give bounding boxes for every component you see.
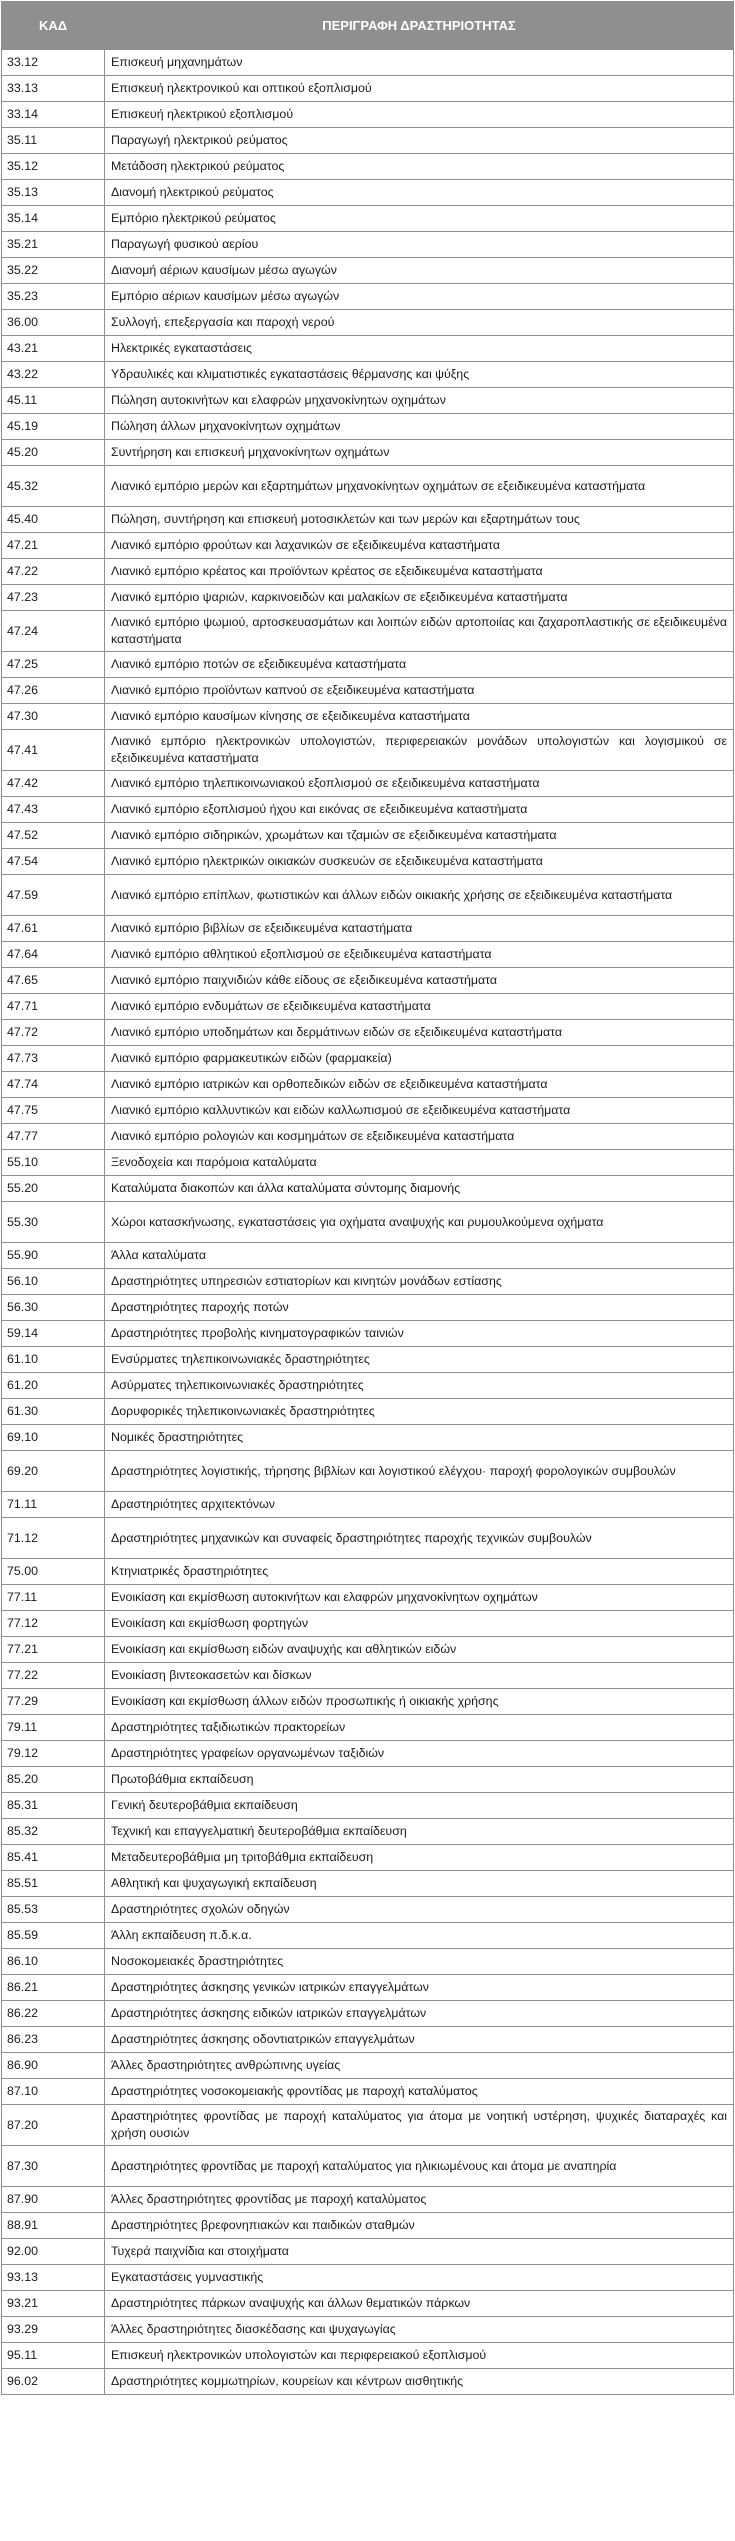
activity-description-cell: Λιανικό εμπόριο αθλητικού εξοπλισμού σε εξειδικευμένα καταστήματα <box>105 942 734 968</box>
table-row <box>2 1689 734 1715</box>
table-row <box>2 1150 734 1176</box>
activity-code-cell: 59.14 <box>2 1321 105 1347</box>
table-row <box>2 559 734 585</box>
activity-description-cell: Παραγωγή φυσικού αερίου <box>105 232 734 258</box>
table-row <box>2 823 734 849</box>
table-row <box>2 2239 734 2265</box>
table-row <box>2 652 734 678</box>
activity-code-cell: 47.54 <box>2 849 105 875</box>
table-row <box>2 2053 734 2079</box>
activity-code-cell: 47.71 <box>2 994 105 1020</box>
activity-code-cell: 85.20 <box>2 1767 105 1793</box>
table-row <box>2 1741 734 1767</box>
activity-code-cell: 87.10 <box>2 2079 105 2105</box>
activity-code-cell: 77.11 <box>2 1585 105 1611</box>
table-header-row <box>2 2 734 50</box>
table-row <box>2 875 734 916</box>
activity-code-cell: 47.43 <box>2 797 105 823</box>
activity-code-cell: 69.20 <box>2 1451 105 1492</box>
table-row <box>2 336 734 362</box>
table-row <box>2 849 734 875</box>
activity-description-cell: Δραστηριότητες κομμωτηρίων, κουρείων και κέντρων αισθητικής <box>105 2369 734 2395</box>
activity-description-cell: Δραστηριότητες μηχανικών και συναφείς δραστηριότητες παροχής τεχνικών συμβουλών <box>105 1518 734 1559</box>
activity-description-cell: Λιανικό εμπόριο φρούτων και λαχανικών σε εξειδικευμένα καταστήματα <box>105 533 734 559</box>
activity-code-cell: 47.61 <box>2 916 105 942</box>
activity-code-cell: 47.73 <box>2 1046 105 1072</box>
activity-code-cell: 92.00 <box>2 2239 105 2265</box>
activity-description-cell: Λιανικό εμπόριο εξοπλισμού ήχου και εικόνας σε εξειδικευμένα καταστήματα <box>105 797 734 823</box>
activity-description-cell: Κτηνιατρικές δραστηριότητες <box>105 1559 734 1585</box>
table-row <box>2 1321 734 1347</box>
activity-code-cell: 47.72 <box>2 1020 105 1046</box>
activity-description-cell: Λιανικό εμπόριο ηλεκτρονικών υπολογιστών, περιφερειακών μονάδων υπολογιστών και λογισμικού σε εξειδικευμένα καταστήματα <box>105 730 734 771</box>
table-row <box>2 466 734 507</box>
activity-code-cell: 35.11 <box>2 128 105 154</box>
activity-code-cell: 35.13 <box>2 180 105 206</box>
table-row <box>2 1176 734 1202</box>
activity-code-cell: 85.41 <box>2 1845 105 1871</box>
activity-description-cell: Επισκευή μηχανημάτων <box>105 50 734 76</box>
activity-description-cell: Λιανικό εμπόριο κρέατος και προϊόντων κρέατος σε εξειδικευμένα καταστήματα <box>105 559 734 585</box>
activity-description-cell: Λιανικό εμπόριο φαρμακευτικών ειδών (φαρμακεία) <box>105 1046 734 1072</box>
activity-code-cell: 77.21 <box>2 1637 105 1663</box>
activity-code-cell: 69.10 <box>2 1425 105 1451</box>
table-row <box>2 258 734 284</box>
table-row <box>2 1637 734 1663</box>
table-row <box>2 2146 734 2187</box>
activity-description-cell: Καταλύματα διακοπών και άλλα καταλύματα σύντομης διαμονής <box>105 1176 734 1202</box>
header-description: ΠΕΡΙΓΡΑΦΗ ΔΡΑΣΤΗΡΙΟΤΗΤΑΣ <box>105 2 734 50</box>
table-row <box>2 1793 734 1819</box>
table-row <box>2 50 734 76</box>
table-row <box>2 2079 734 2105</box>
table-row <box>2 102 734 128</box>
activity-code-cell: 35.14 <box>2 206 105 232</box>
table-row <box>2 362 734 388</box>
activity-codes-table <box>1 1 734 2395</box>
activity-description-cell: Πρωτοβάθμια εκπαίδευση <box>105 1767 734 1793</box>
activity-description-cell: Άλλες δραστηριότητες διασκέδασης και ψυχαγωγίας <box>105 2317 734 2343</box>
activity-code-cell: 55.30 <box>2 1202 105 1243</box>
activity-code-cell: 55.20 <box>2 1176 105 1202</box>
activity-code-cell: 87.30 <box>2 2146 105 2187</box>
activity-code-cell: 47.77 <box>2 1124 105 1150</box>
table-row <box>2 1923 734 1949</box>
activity-description-cell: Εμπόριο αέριων καυσίμων μέσω αγωγών <box>105 284 734 310</box>
table-row <box>2 942 734 968</box>
table-row <box>2 2317 734 2343</box>
table-row <box>2 76 734 102</box>
activity-code-cell: 47.25 <box>2 652 105 678</box>
activity-code-cell: 47.23 <box>2 585 105 611</box>
activity-code-cell: 47.22 <box>2 559 105 585</box>
activity-code-cell: 45.32 <box>2 466 105 507</box>
activity-description-cell: Επισκευή ηλεκτρονικού και οπτικού εξοπλισμού <box>105 76 734 102</box>
activity-description-cell: Λιανικό εμπόριο προϊόντων καπνού σε εξειδικευμένα καταστήματα <box>105 678 734 704</box>
activity-code-cell: 86.21 <box>2 1975 105 2001</box>
table-row <box>2 994 734 1020</box>
activity-code-cell: 47.64 <box>2 942 105 968</box>
activity-description-cell: Πώληση, συντήρηση και επισκευή μοτοσικλετών και των μερών και εξαρτημάτων τους <box>105 507 734 533</box>
activity-description-cell: Δορυφορικές τηλεπικοινωνιακές δραστηριότητες <box>105 1399 734 1425</box>
activity-description-cell: Ενοικίαση και εκμίσθωση φορτηγών <box>105 1611 734 1637</box>
activity-code-cell: 56.10 <box>2 1269 105 1295</box>
activity-code-cell: 93.21 <box>2 2291 105 2317</box>
activity-code-cell: 47.65 <box>2 968 105 994</box>
activity-description-cell: Ξενοδοχεία και παρόμοια καταλύματα <box>105 1150 734 1176</box>
table-row <box>2 1347 734 1373</box>
table-row <box>2 1492 734 1518</box>
activity-description-cell: Διανομή ηλεκτρικού ρεύματος <box>105 180 734 206</box>
activity-code-cell: 86.22 <box>2 2001 105 2027</box>
table-row <box>2 284 734 310</box>
table-row <box>2 440 734 466</box>
activity-description-cell: Ασύρματες τηλεπικοινωνιακές δραστηριότητες <box>105 1373 734 1399</box>
activity-description-cell: Παραγωγή ηλεκτρικού ρεύματος <box>105 128 734 154</box>
table-row <box>2 1715 734 1741</box>
activity-code-cell: 45.11 <box>2 388 105 414</box>
activity-code-cell: 47.59 <box>2 875 105 916</box>
activity-code-cell: 77.12 <box>2 1611 105 1637</box>
activity-code-cell: 47.30 <box>2 704 105 730</box>
table-row <box>2 2265 734 2291</box>
activity-description-cell: Λιανικό εμπόριο ενδυμάτων σε εξειδικευμένα καταστήματα <box>105 994 734 1020</box>
activity-code-cell: 85.51 <box>2 1871 105 1897</box>
table-row <box>2 1518 734 1559</box>
table-row <box>2 611 734 652</box>
activity-description-cell: Άλλα καταλύματα <box>105 1243 734 1269</box>
table-row <box>2 1020 734 1046</box>
activity-description-cell: Δραστηριότητες βρεφονηπιακών και παιδικών σταθμών <box>105 2213 734 2239</box>
table-row <box>2 2291 734 2317</box>
table-row <box>2 1202 734 1243</box>
table-body <box>2 50 734 2395</box>
activity-code-cell: 88.91 <box>2 2213 105 2239</box>
table-row <box>2 1072 734 1098</box>
activity-description-cell: Επισκευή ηλεκτρονικών υπολογιστών και περιφερειακού εξοπλισμού <box>105 2343 734 2369</box>
activity-code-cell: 47.24 <box>2 611 105 652</box>
table-row <box>2 1399 734 1425</box>
activity-description-cell: Τυχερά παιχνίδια και στοιχήματα <box>105 2239 734 2265</box>
activity-description-cell: Άλλη εκπαίδευση π.δ.κ.α. <box>105 1923 734 1949</box>
activity-code-cell: 93.13 <box>2 2265 105 2291</box>
table-row <box>2 1425 734 1451</box>
activity-code-cell: 43.21 <box>2 336 105 362</box>
activity-code-cell: 47.52 <box>2 823 105 849</box>
table-row <box>2 180 734 206</box>
activity-description-cell: Γενική δευτεροβάθμια εκπαίδευση <box>105 1793 734 1819</box>
activity-description-cell: Δραστηριότητες πάρκων αναψυχής και άλλων θεματικών πάρκων <box>105 2291 734 2317</box>
activity-code-cell: 87.20 <box>2 2105 105 2146</box>
activity-description-cell: Λιανικό εμπόριο ψαριών, καρκινοειδών και μαλακίων σε εξειδικευμένα καταστήματα <box>105 585 734 611</box>
activity-code-cell: 93.29 <box>2 2317 105 2343</box>
activity-description-cell: Πώληση άλλων μηχανοκίνητων οχημάτων <box>105 414 734 440</box>
table-row <box>2 388 734 414</box>
activity-code-cell: 86.23 <box>2 2027 105 2053</box>
activity-code-cell: 33.12 <box>2 50 105 76</box>
table-row <box>2 916 734 942</box>
activity-code-cell: 71.11 <box>2 1492 105 1518</box>
table-row <box>2 2105 734 2146</box>
activity-description-cell: Μετάδοση ηλεκτρικού ρεύματος <box>105 154 734 180</box>
activity-description-cell: Δραστηριότητες γραφείων οργανωμένων ταξιδιών <box>105 1741 734 1767</box>
table-row <box>2 414 734 440</box>
activity-code-cell: 85.59 <box>2 1923 105 1949</box>
table-row <box>2 704 734 730</box>
table-row <box>2 771 734 797</box>
activity-description-cell: Λιανικό εμπόριο ηλεκτρικών οικιακών συσκευών σε εξειδικευμένα καταστήματα <box>105 849 734 875</box>
table-row <box>2 1295 734 1321</box>
activity-description-cell: Λιανικό εμπόριο παιχνιδιών κάθε είδους σε εξειδικευμένα καταστήματα <box>105 968 734 994</box>
activity-code-cell: 79.12 <box>2 1741 105 1767</box>
activity-code-cell: 35.23 <box>2 284 105 310</box>
activity-code-cell: 96.02 <box>2 2369 105 2395</box>
activity-description-cell: Δραστηριότητες παροχής ποτών <box>105 1295 734 1321</box>
activity-description-cell: Δραστηριότητες υπηρεσιών εστιατορίων και κινητών μονάδων εστίασης <box>105 1269 734 1295</box>
activity-description-cell: Δραστηριότητες άσκησης γενικών ιατρικών επαγγελμάτων <box>105 1975 734 2001</box>
table-row <box>2 1767 734 1793</box>
activity-description-cell: Λιανικό εμπόριο ποτών σε εξειδικευμένα καταστήματα <box>105 652 734 678</box>
table-row <box>2 533 734 559</box>
activity-description-cell: Ενοικίαση και εκμίσθωση ειδών αναψυχής και αθλητικών ειδών <box>105 1637 734 1663</box>
table-row <box>2 2001 734 2027</box>
activity-code-cell: 47.41 <box>2 730 105 771</box>
activity-description-cell: Δραστηριότητες άσκησης ειδικών ιατρικών επαγγελμάτων <box>105 2001 734 2027</box>
table-row <box>2 1098 734 1124</box>
table-row <box>2 1046 734 1072</box>
table-row <box>2 1243 734 1269</box>
activity-description-cell: Χώροι κατασκήνωσης, εγκαταστάσεις για οχήματα αναψυχής και ρυμουλκούμενα οχήματα <box>105 1202 734 1243</box>
activity-description-cell: Λιανικό εμπόριο καυσίμων κίνησης σε εξειδικευμένα καταστήματα <box>105 704 734 730</box>
activity-code-cell: 43.22 <box>2 362 105 388</box>
table-row <box>2 2369 734 2395</box>
table-row <box>2 1373 734 1399</box>
activity-code-cell: 85.53 <box>2 1897 105 1923</box>
table-row <box>2 585 734 611</box>
activity-description-cell: Δραστηριότητες σχολών οδηγών <box>105 1897 734 1923</box>
activity-description-cell: Ενσύρματες τηλεπικοινωνιακές δραστηριότητες <box>105 1347 734 1373</box>
table-row <box>2 128 734 154</box>
activity-description-cell: Δραστηριότητες ταξιδιωτικών πρακτορείων <box>105 1715 734 1741</box>
activity-code-cell: 47.21 <box>2 533 105 559</box>
table-row <box>2 1975 734 2001</box>
activity-description-cell: Νοσοκομειακές δραστηριότητες <box>105 1949 734 1975</box>
activity-code-cell: 35.12 <box>2 154 105 180</box>
activity-description-cell: Εγκαταστάσεις γυμναστικής <box>105 2265 734 2291</box>
activity-description-cell: Λιανικό εμπόριο ψωμιού, αρτοσκευασμάτων και λοιπών ειδών αρτοποιίας και ζαχαροπλαστικής σε εξειδικευμένα καταστήματα <box>105 611 734 652</box>
activity-description-cell: Ενοικίαση και εκμίσθωση αυτοκινήτων και ελαφρών μηχανοκίνητων οχημάτων <box>105 1585 734 1611</box>
activity-description-cell: Δραστηριότητες λογιστικής, τήρησης βιβλίων και λογιστικού ελέγχου· παροχή φορολογικών συμβουλών <box>105 1451 734 1492</box>
activity-code-cell: 77.22 <box>2 1663 105 1689</box>
activity-code-cell: 35.21 <box>2 232 105 258</box>
activity-code-cell: 71.12 <box>2 1518 105 1559</box>
activity-code-cell: 61.20 <box>2 1373 105 1399</box>
table-row <box>2 1611 734 1637</box>
table-row <box>2 968 734 994</box>
activity-description-cell: Δραστηριότητες προβολής κινηματογραφικών ταινιών <box>105 1321 734 1347</box>
activity-description-cell: Ηλεκτρικές εγκαταστάσεις <box>105 336 734 362</box>
activity-code-cell: 87.90 <box>2 2187 105 2213</box>
table-row <box>2 507 734 533</box>
table-row <box>2 678 734 704</box>
table-row <box>2 1269 734 1295</box>
activity-description-cell: Τεχνική και επαγγελματική δευτεροβάθμια εκπαίδευση <box>105 1819 734 1845</box>
activity-description-cell: Λιανικό εμπόριο καλλυντικών και ειδών καλλωπισμού σε εξειδικευμένα καταστήματα <box>105 1098 734 1124</box>
activity-code-cell: 55.10 <box>2 1150 105 1176</box>
activity-description-cell: Λιανικό εμπόριο μερών και εξαρτημάτων μηχανοκίνητων οχημάτων σε εξειδικευμένα καταστήματα <box>105 466 734 507</box>
activity-code-cell: 35.22 <box>2 258 105 284</box>
activity-code-cell: 61.30 <box>2 1399 105 1425</box>
activity-code-cell: 47.74 <box>2 1072 105 1098</box>
table-row <box>2 2187 734 2213</box>
activity-code-cell: 75.00 <box>2 1559 105 1585</box>
activity-code-cell: 45.40 <box>2 507 105 533</box>
activity-description-cell: Αθλητική και ψυχαγωγική εκπαίδευση <box>105 1871 734 1897</box>
activity-code-cell: 85.32 <box>2 1819 105 1845</box>
activity-description-cell: Δραστηριότητες αρχιτεκτόνων <box>105 1492 734 1518</box>
activity-code-cell: 45.20 <box>2 440 105 466</box>
activity-code-cell: 79.11 <box>2 1715 105 1741</box>
table-row <box>2 232 734 258</box>
activity-description-cell: Ενοικίαση βιντεοκασετών και δίσκων <box>105 1663 734 1689</box>
activity-description-cell: Διανομή αέριων καυσίμων μέσω αγωγών <box>105 258 734 284</box>
activity-description-cell: Μεταδευτεροβάθμια μη τριτοβάθμια εκπαίδευση <box>105 1845 734 1871</box>
activity-description-cell: Λιανικό εμπόριο σιδηρικών, χρωμάτων και τζαμιών σε εξειδικευμένα καταστήματα <box>105 823 734 849</box>
activity-code-cell: 47.75 <box>2 1098 105 1124</box>
activity-code-cell: 61.10 <box>2 1347 105 1373</box>
activity-code-cell: 55.90 <box>2 1243 105 1269</box>
activity-description-cell: Δραστηριότητες φροντίδας με παροχή καταλύματος για άτομα με νοητική υστέρηση, ψυχικές διαταραχές και χρήση ουσιών <box>105 2105 734 2146</box>
activity-code-cell: 45.19 <box>2 414 105 440</box>
activity-code-cell: 36.00 <box>2 310 105 336</box>
table-row <box>2 1663 734 1689</box>
table-row <box>2 1897 734 1923</box>
activity-code-cell: 56.30 <box>2 1295 105 1321</box>
activity-description-cell: Υδραυλικές και κλιματιστικές εγκαταστάσεις θέρμανσης και ψύξης <box>105 362 734 388</box>
activity-code-cell: 47.26 <box>2 678 105 704</box>
table-row <box>2 1451 734 1492</box>
table-row <box>2 730 734 771</box>
table-row <box>2 206 734 232</box>
activity-description-cell: Συλλογή, επεξεργασία και παροχή νερού <box>105 310 734 336</box>
activity-description-cell: Εμπόριο ηλεκτρικού ρεύματος <box>105 206 734 232</box>
table-row <box>2 1124 734 1150</box>
activity-description-cell: Λιανικό εμπόριο τηλεπικοινωνιακού εξοπλισμού σε εξειδικευμένα καταστήματα <box>105 771 734 797</box>
activity-description-cell: Άλλες δραστηριότητες ανθρώπινης υγείας <box>105 2053 734 2079</box>
activity-description-cell: Νομικές δραστηριότητες <box>105 1425 734 1451</box>
activity-code-cell: 95.11 <box>2 2343 105 2369</box>
table-row <box>2 797 734 823</box>
activity-code-cell: 33.13 <box>2 76 105 102</box>
table-row <box>2 1585 734 1611</box>
activity-description-cell: Επισκευή ηλεκτρικού εξοπλισμού <box>105 102 734 128</box>
table-row <box>2 1871 734 1897</box>
activity-description-cell: Πώληση αυτοκινήτων και ελαφρών μηχανοκίνητων οχημάτων <box>105 388 734 414</box>
activity-description-cell: Λιανικό εμπόριο ιατρικών και ορθοπεδικών ειδών σε εξειδικευμένα καταστήματα <box>105 1072 734 1098</box>
activity-code-cell: 47.42 <box>2 771 105 797</box>
activity-description-cell: Δραστηριότητες άσκησης οδοντιατρικών επαγγελμάτων <box>105 2027 734 2053</box>
activity-code-cell: 77.29 <box>2 1689 105 1715</box>
table-row <box>2 1819 734 1845</box>
activity-description-cell: Λιανικό εμπόριο επίπλων, φωτιστικών και άλλων ειδών οικιακής χρήσης σε εξειδικευμένα καταστήματα <box>105 875 734 916</box>
table-row <box>2 310 734 336</box>
activity-description-cell: Ενοικίαση και εκμίσθωση άλλων ειδών προσωπικής ή οικιακής χρήσης <box>105 1689 734 1715</box>
activity-code-cell: 86.90 <box>2 2053 105 2079</box>
activity-description-cell: Δραστηριότητες νοσοκομειακής φροντίδας με παροχή καταλύματος <box>105 2079 734 2105</box>
activity-code-cell: 86.10 <box>2 1949 105 1975</box>
activity-code-cell: 85.31 <box>2 1793 105 1819</box>
activity-description-cell: Άλλες δραστηριότητες φροντίδας με παροχή καταλύματος <box>105 2187 734 2213</box>
table-row <box>2 1845 734 1871</box>
activity-code-cell: 33.14 <box>2 102 105 128</box>
activity-description-cell: Δραστηριότητες φροντίδας με παροχή καταλύματος για ηλικιωμένους και άτομα με αναπηρία <box>105 2146 734 2187</box>
table-row <box>2 1949 734 1975</box>
activity-description-cell: Συντήρηση και επισκευή μηχανοκίνητων οχημάτων <box>105 440 734 466</box>
activity-description-cell: Λιανικό εμπόριο υποδημάτων και δερμάτινων ειδών σε εξειδικευμένα καταστήματα <box>105 1020 734 1046</box>
table-row <box>2 1559 734 1585</box>
header-code: ΚΑΔ <box>2 2 105 50</box>
table-row <box>2 154 734 180</box>
table-row <box>2 2343 734 2369</box>
activity-description-cell: Λιανικό εμπόριο ρολογιών και κοσμημάτων σε εξειδικευμένα καταστήματα <box>105 1124 734 1150</box>
activity-description-cell: Λιανικό εμπόριο βιβλίων σε εξειδικευμένα καταστήματα <box>105 916 734 942</box>
table-row <box>2 2213 734 2239</box>
table-row <box>2 2027 734 2053</box>
